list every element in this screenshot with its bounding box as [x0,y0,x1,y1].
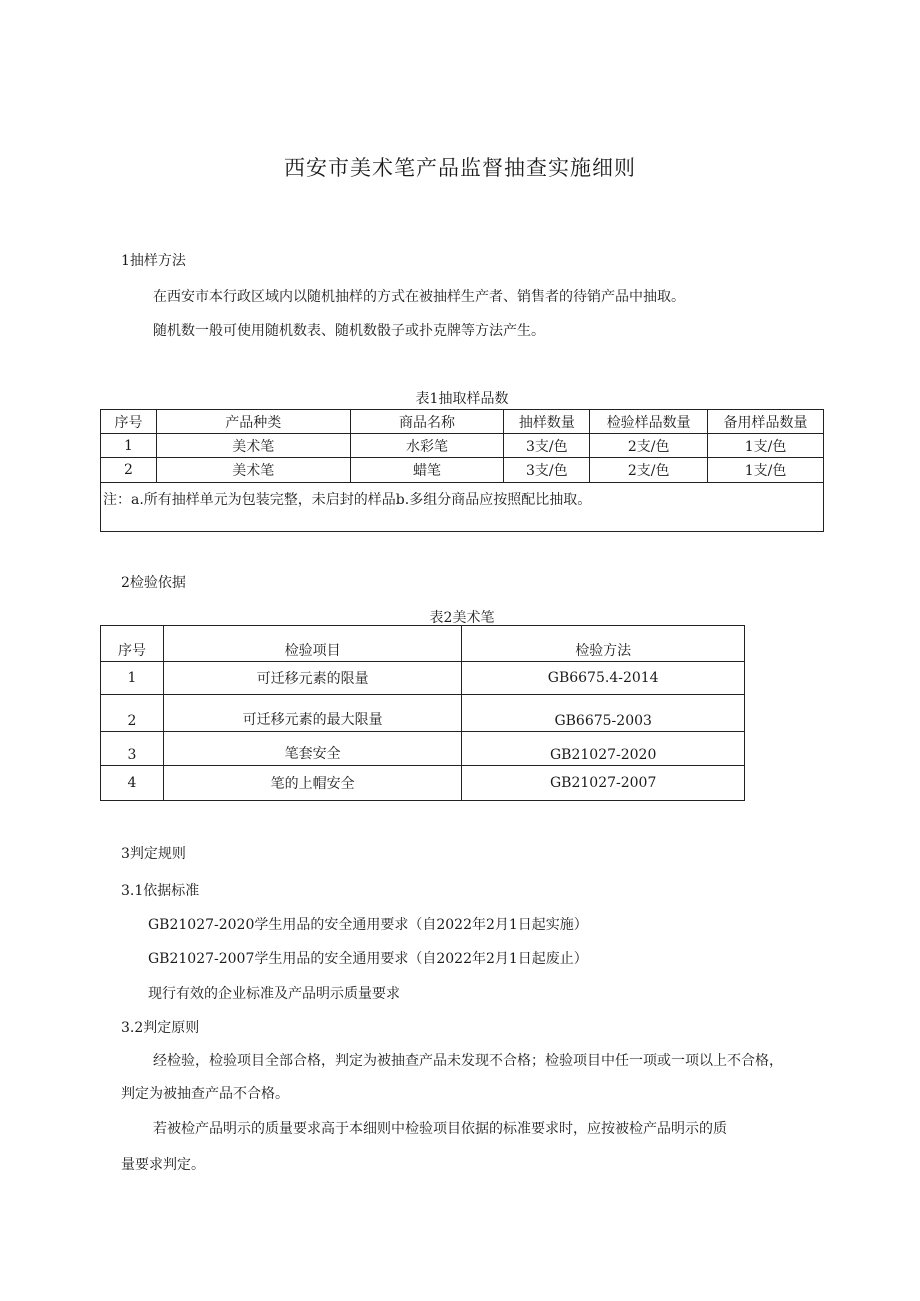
table-2-caption: 表2美术笔 [429,610,495,626]
table-cell: 笔套安全 [163,732,461,766]
header-cell: 商品名称 [350,410,504,434]
section-3-2-heading: 3.2判定原则 [121,1020,200,1036]
section-1-paragraph-2: 随机数一般可使用随机数表、随机数骰子或扑克牌等方法产生。 [153,323,545,339]
table-row [101,732,745,766]
header-cell: 抽样数量 [504,410,590,434]
table-cell: 蜡笔 [350,458,504,483]
header-cell: 产品种类 [156,410,350,434]
table-1-caption: 表1抽取样品数 [415,391,509,407]
table-cell: 2支/色 [590,458,708,483]
header-cell: 备用样品数量 [708,410,824,434]
table-row [101,434,824,458]
table-cell: 1 [101,662,164,695]
table-cell: 1支/色 [708,434,824,458]
table-note-row [101,483,824,532]
judgement-paragraph-2-line-1: 若被检产品明示的质量要求高于本细则中检验项目依据的标准要求时，应按被检产品明示的质 [153,1121,727,1137]
section-1-heading: 1抽样方法 [121,253,186,269]
standard-item: GB21027-2007学生用品的安全通用要求（自2022年2月1日起废止） [148,951,588,967]
section-2-heading: 2检验依据 [121,575,186,591]
inspection-basis-table [100,625,745,801]
standard-item: 现行有效的企业标准及产品明示质量要求 [148,986,400,1002]
table-header-row [101,626,745,662]
table-row [101,766,745,801]
judgement-paragraph-1-line-2: 判定为被抽查产品不合格。 [121,1086,289,1102]
sample-quantity-table [100,409,824,532]
table-row [101,695,745,732]
judgement-paragraph-1-line-1: 经检验，检验项目全部合格，判定为被抽查产品未发现不合格；检验项目中任一项或一项以上不合格， [153,1053,783,1069]
table-note: 注：a.所有抽样单元为包装完整，未启封的样品b.多组分商品应按照配比抽取。 [101,483,824,532]
table-cell: GB21027-2007 [462,766,745,801]
section-3-1-heading: 3.1依据标准 [121,883,200,899]
table-row [101,662,745,695]
table-cell: GB6675.4-2014 [462,662,745,695]
table-cell: 美术笔 [156,434,350,458]
header-cell: 检验方法 [462,626,745,662]
table-cell: 2支/色 [590,434,708,458]
table-cell: GB6675-2003 [462,695,745,732]
table-cell: 可迁移元素的限量 [163,662,461,695]
table-cell: GB21027-2020 [462,732,745,766]
header-cell: 检验项目 [163,626,461,662]
table-cell: 水彩笔 [350,434,504,458]
table-header-row [101,410,824,434]
judgement-paragraph-2-line-2: 量要求判定。 [121,1157,205,1173]
table-cell: 3支/色 [504,458,590,483]
page-title: 西安市美术笔产品监督抽查实施细则 [284,156,636,180]
table-cell: 笔的上帽安全 [163,766,461,801]
table-cell: 1 [101,434,157,458]
standard-item: GB21027-2020学生用品的安全通用要求（自2022年2月1日起实施） [148,917,588,933]
table-cell: 2 [101,458,157,483]
table-cell: 3 [101,732,164,766]
table-cell: 2 [101,695,164,732]
table-row [101,458,824,483]
table-cell: 可迁移元素的最大限量 [163,695,461,732]
header-cell: 序号 [101,410,157,434]
header-cell: 检验样品数量 [590,410,708,434]
table-cell: 1支/色 [708,458,824,483]
table-cell: 4 [101,766,164,801]
header-cell: 序号 [101,626,164,662]
table-cell: 美术笔 [156,458,350,483]
table-cell: 3支/色 [504,434,590,458]
section-1-paragraph-1: 在西安市本行政区域内以随机抽样的方式在被抽样生产者、销售者的待销产品中抽取。 [153,289,685,305]
section-3-heading: 3判定规则 [121,846,186,862]
